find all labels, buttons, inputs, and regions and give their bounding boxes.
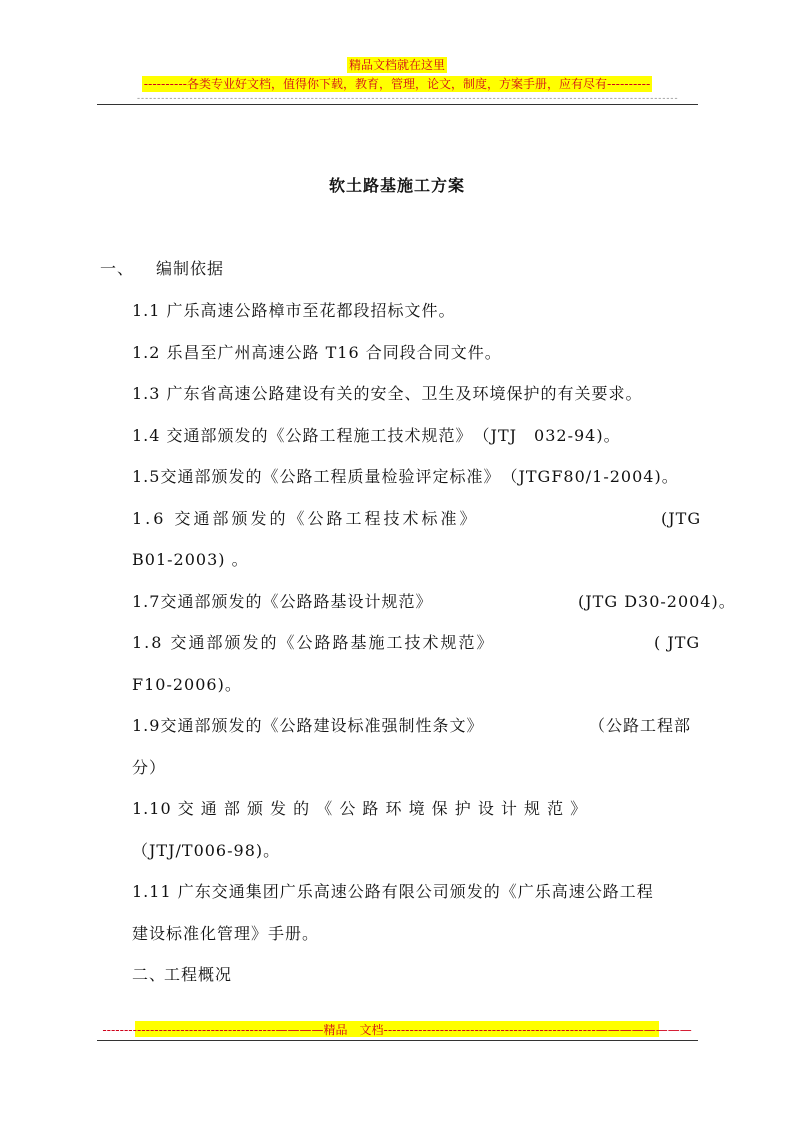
section-2-number: 二、 [132,965,167,984]
header-dotted-line: -------------------------------------------------------------------------------------------------------------------------------------- [137,94,679,104]
item-1-8: 1.8 交通部颁发的《公路路基施工技术规范》 [132,633,495,652]
item-1-2: 1.2 乐昌至广州高速公路 T16 合同段合同文件。 [132,343,502,362]
section-1-number: 一、 [100,259,135,278]
item-1-6-tail: (JTG [661,509,702,528]
section-1-heading: 编制依据 [156,259,225,278]
item-1-10-cont: （JTJ/T006-98)。 [132,841,281,860]
item-1-10: 1.10 交 通 部 颁 发 的 《 公 路 环 境 保 护 设 计 规 范 》 [132,799,588,818]
header-banner-subtitle: ----------各类专业好文档，值得你下载，教育，管理，论文，制度，方案手册，应有尽有---------- [143,77,651,91]
item-1-4: 1.4 交通部颁发的《公路工程施工技术规范》 （JTJ 032-94)。 [132,426,621,445]
document-title: 软土路基施工方案 [328,176,465,195]
item-1-3: 1.3 广东省高速公路建设有关的安全、卫生及环境保护的有关要求。 [132,384,643,403]
item-1-6: 1.6 交通部颁发的《公路工程技术标准》 [132,509,479,528]
item-1-8-cont: F10-2006)。 [132,675,242,694]
item-1-7: 1.7交通部颁发的《公路路基设计规范》 [132,592,433,611]
item-1-9-cont: 分） [132,758,167,777]
section-2-heading: 工程概况 [164,965,233,984]
footer-banner: ----------------------------------------————精品 文档-------------------------------------------------———————— [102,1022,692,1037]
item-1-8-tail: ( JTG [654,633,701,652]
item-1-5: 1.5交通部颁发的《公路工程质量检验评定标准》 （JTGF80/1-2004)。 [132,467,679,486]
item-1-6-cont: B01-2003) 。 [132,550,249,569]
item-1-9-tail: （公路工程部 [589,716,692,735]
item-1-11-cont: 建设标准化管理》手册。 [132,924,320,943]
item-1-9: 1.9交通部颁发的《公路建设标准强制性条文》 [132,716,484,735]
footer-rule [97,1040,698,1041]
header-banner-title: 精品文档就在这里 [348,58,445,72]
item-1-11: 1.11 广东交通集团广乐高速公路有限公司颁发的《广乐高速公路工程 [132,882,654,901]
item-1-1: 1.1 广乐高速公路樟市至花都段招标文件。 [132,301,456,320]
page-footer [102,1021,692,1037]
item-1-7-tail: (JTG D30-2004)。 [578,592,736,611]
